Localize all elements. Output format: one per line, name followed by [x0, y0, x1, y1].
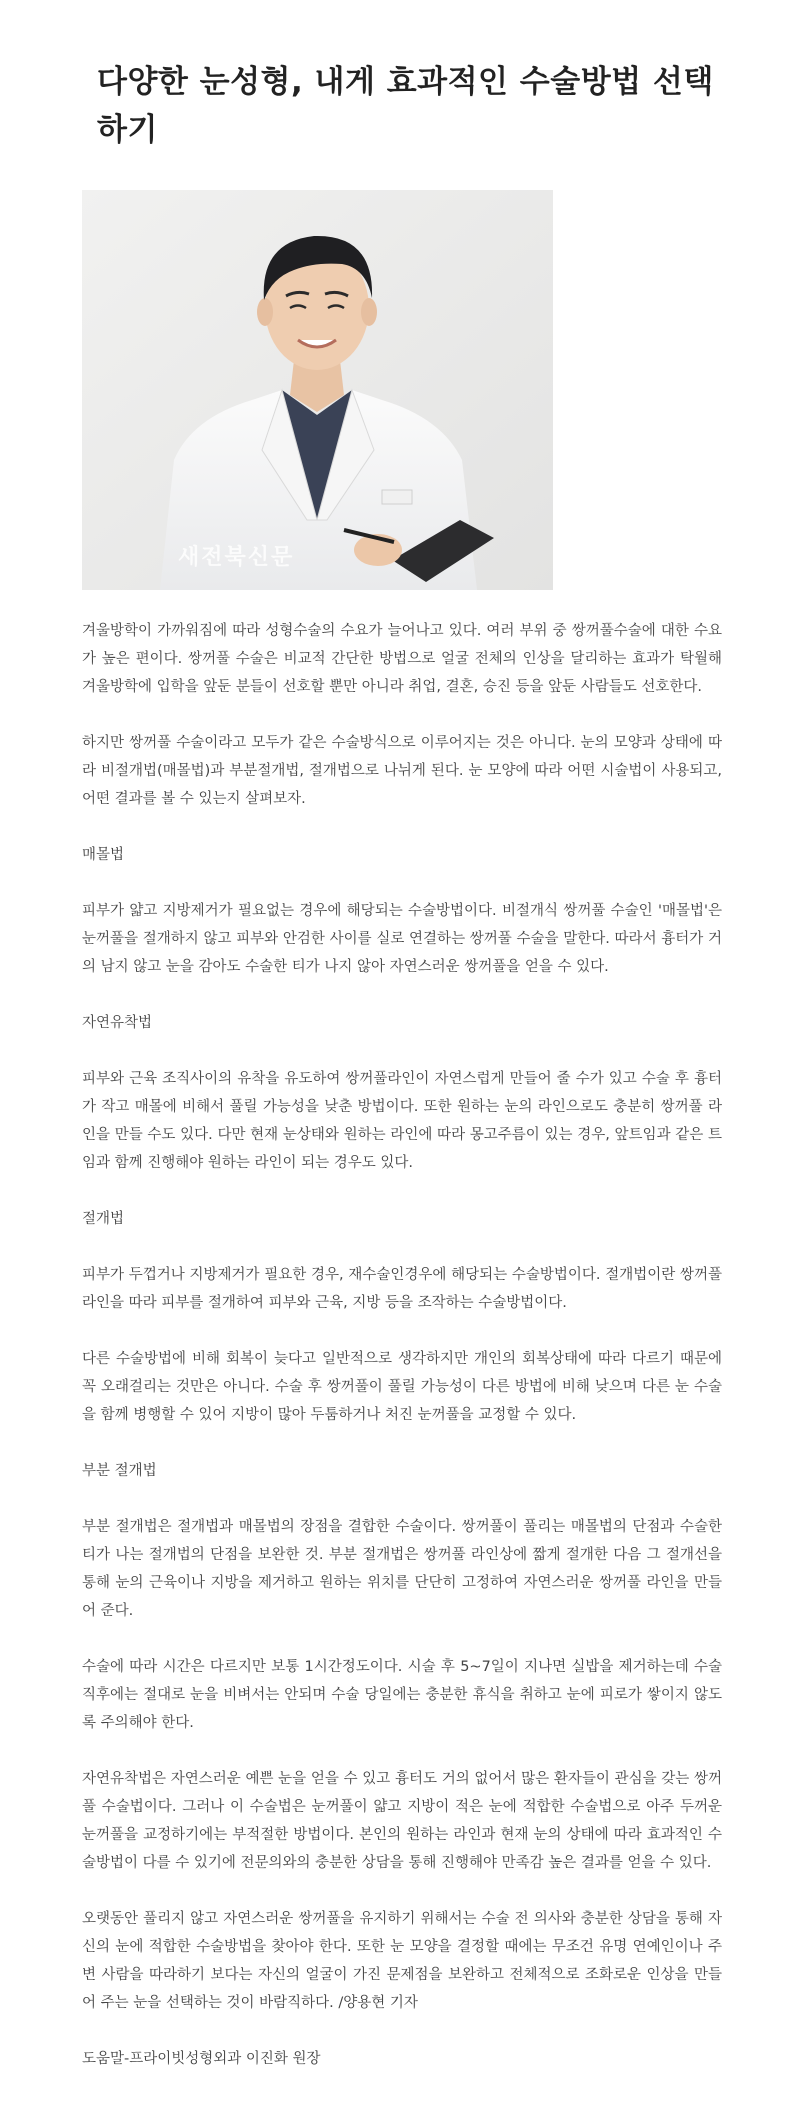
doctor-portrait-illustration: [82, 190, 553, 590]
article-photo: [82, 190, 553, 590]
paragraph: 피부와 근육 조직사이의 유착을 유도하여 쌍꺼풀라인이 자연스럽게 만들어 줄 수가 있고 수술 후 흉터가 작고 매몰에 비해서 풀릴 가능성을 낮춘 방법이다. 또한 원하는 눈의 라인으로도 충분히 쌍꺼풀 라인을 만들 수도 있다. 다만 현재 눈상태와 원하는 라인에 따라 몽고주름이 있는 경우, 앞트임과 같은 트임과 함께 진행해야 원하는 라인이 되는 경우도 있다.: [82, 1071, 722, 1171]
paragraph: 자연유착법은 자연스러운 예쁜 눈을 얻을 수 있고 흉터도 거의 없어서 많은 환자들이 관심을 갖는 쌍꺼풀 수술법이다. 그러나 이 수술법은 눈꺼풀이 얇고 지방이 적은 눈에 적합한 수술법으로 아주 두꺼운 눈꺼풀을 교정하기에는 부적절한 방법이다. 본인의 원하는 라인과 현재 눈의 상태에 따라 효과적인 수술방법이 다를 수 있기에 전문의와의 충분한 상담을 통해 진행해야 만족감 높은 결과를 얻을 수 있다.: [82, 1771, 722, 1871]
section-heading: 부분 절개법: [82, 1463, 157, 1479]
paragraph: 다른 수술방법에 비해 회복이 늦다고 일반적으로 생각하지만 개인의 회복상태에 따라 다르기 때문에 꼭 오래걸리는 것만은 아니다. 수술 후 쌍꺼풀이 풀릴 가능성이 다른 방법에 비해 낮으며 다른 눈 수술을 함께 병행할 수 있어 지방이 많아 두툼하거나 처진 눈꺼풀을 교정할 수 있다.: [82, 1351, 722, 1423]
section-heading: 매몰법: [82, 847, 125, 863]
paragraph: 겨울방학이 가까워짐에 따라 성형수술의 수요가 늘어나고 있다. 여러 부위 중 쌍꺼풀수술에 대한 수요가 높은 편이다. 쌍꺼풀 수술은 비교적 간단한 방법으로 얼굴 전체의 인상을 달리하는 효과가 탁월해 겨울방학에 입학을 앞둔 분들이 선호할 뿐만 아니라 취업, 결혼, 승진 등을 앞둔 사람들도 선호한다.: [82, 623, 722, 695]
photo-watermark: 새전북신문: [178, 545, 295, 570]
source-credit: 도움말-프라이빗성형외과 이진화 원장: [82, 2051, 321, 2067]
paragraph: 오랫동안 풀리지 않고 자연스러운 쌍꺼풀을 유지하기 위해서는 수술 전 의사와 충분한 상담을 통해 자신의 눈에 적합한 수술방법을 찾아야 한다. 또한 눈 모양을 결정할 때에는 무조건 유명 연예인이나 주변 사람을 따라하기 보다는 자신의 얼굴이 가진 문제점을 보완하고 전체적으로 조화로운 인상을 만들어 주는 눈을 선택하는 것이 바람직하다. /양용현 기자: [82, 1911, 722, 2011]
paragraph: 피부가 두껍거나 지방제거가 필요한 경우, 재수술인경우에 해당되는 수술방법이다. 절개법이란 쌍꺼풀 라인을 따라 피부를 절개하여 피부와 근육, 지방 등을 조작하는 수술방법이다.: [82, 1267, 722, 1311]
paragraph: 피부가 얇고 지방제거가 필요없는 경우에 해당되는 수술방법이다. 비절개식 쌍꺼풀 수술인 '매몰법'은 눈꺼풀을 절개하지 않고 피부와 안검한 사이를 실로 연결하는 쌍꺼풀 수술을 말한다. 따라서 흉터가 거의 남지 않고 눈을 감아도 수술한 티가 나지 않아 자연스러운 쌍꺼풀을 얻을 수 있다.: [82, 903, 722, 975]
article-title: 다양한 눈성형, 내게 효과적인 수술방법 선택하기: [97, 64, 714, 148]
section-heading: 절개법: [82, 1211, 125, 1227]
paragraph: 부분 절개법은 절개법과 매몰법의 장점을 결합한 수술이다. 쌍꺼풀이 풀리는 매몰법의 단점과 수술한 티가 나는 절개법의 단점을 보완한 것. 부분 절개법은 쌍꺼풀 라인상에 짧게 절개한 다음 그 절개선을 통해 눈의 근육이나 지방을 제거하고 원하는 위치를 단단히 고정하여 자연스러운 쌍꺼풀 라인을 만들어 준다.: [82, 1519, 722, 1619]
section-heading: 자연유착법: [82, 1015, 153, 1031]
paragraph: 하지만 쌍꺼풀 수술이라고 모두가 같은 수술방식으로 이루어지는 것은 아니다. 눈의 모양과 상태에 따라 비절개법(매몰법)과 부분절개법, 절개법으로 나뉘게 된다. 눈 모양에 따라 어떤 시술법이 사용되고, 어떤 결과를 볼 수 있는지 살펴보자.: [82, 735, 722, 807]
paragraph: 수술에 따라 시간은 다르지만 보통 1시간정도이다. 시술 후 5~7일이 지나면 실밥을 제거하는데 수술 직후에는 절대로 눈을 비벼서는 안되며 수술 당일에는 충분한 휴식을 취하고 눈에 피로가 쌓이지 않도록 주의해야 한다.: [82, 1659, 722, 1731]
article-body: [82, 617, 722, 2101]
